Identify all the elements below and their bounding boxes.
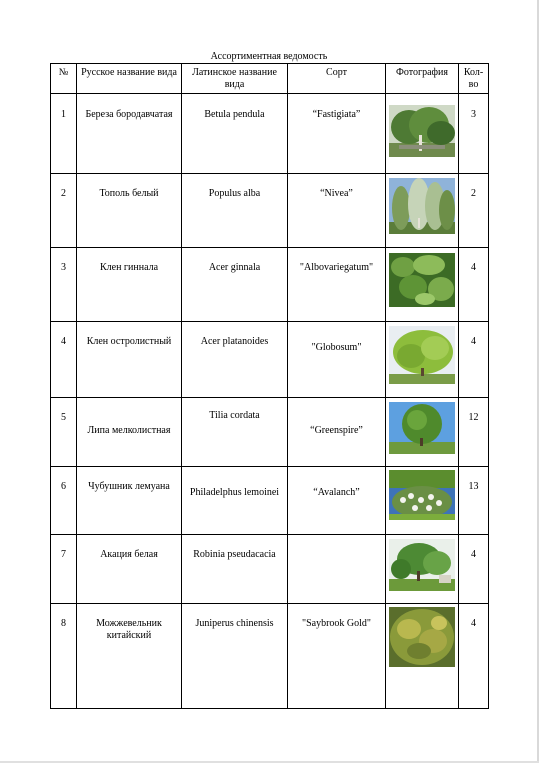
assortment-table [50, 63, 489, 709]
cell-cultivar [288, 535, 386, 604]
header-photo: Фотография [386, 64, 459, 94]
cell-qty: 13 [459, 467, 489, 535]
birch-tree-photo [389, 105, 455, 157]
table-row [51, 467, 489, 535]
cell-photo [386, 604, 459, 709]
header-ru-name: Русское название вида [77, 64, 182, 94]
cell-lat-name: Betula pendula [182, 94, 288, 174]
poplar-tree-photo [389, 178, 455, 234]
cell-cultivar: "Globosum" [288, 322, 386, 398]
cell-ru-name: Акация белая [77, 535, 182, 604]
cell-num: 1 [51, 94, 77, 174]
cell-ru-name: Тополь белый [77, 174, 182, 248]
cell-lat-name: Tilia cordata [182, 398, 288, 467]
cell-qty: 4 [459, 322, 489, 398]
header-qty: Кол-во [459, 64, 489, 94]
table-row [51, 398, 489, 467]
cell-cultivar: “Avalanch” [288, 467, 386, 535]
cell-qty: 2 [459, 174, 489, 248]
cell-lat-name: Acer platanoides [182, 322, 288, 398]
cell-lat-name: Robinia pseudacacia [182, 535, 288, 604]
globe-maple-photo [389, 326, 455, 384]
cell-ru-name: Клен гиннала [77, 248, 182, 322]
cell-photo [386, 94, 459, 174]
cell-num: 2 [51, 174, 77, 248]
cell-cultivar: "Albovariegatum" [288, 248, 386, 322]
juniper-shrub-photo [389, 607, 455, 667]
cell-cultivar: “Greenspire” [288, 398, 386, 467]
cell-num: 5 [51, 398, 77, 467]
cell-photo [386, 174, 459, 248]
cell-ru-name: Береза бородавчатая [77, 94, 182, 174]
cell-qty: 3 [459, 94, 489, 174]
cell-lat-name: Acer ginnala [182, 248, 288, 322]
table-row [51, 94, 489, 174]
cell-qty: 4 [459, 535, 489, 604]
header-lat-name: Латинское название вида [182, 64, 288, 94]
cell-lat-name: Populus alba [182, 174, 288, 248]
cell-num: 8 [51, 604, 77, 709]
cell-num: 3 [51, 248, 77, 322]
table-row [51, 604, 489, 709]
document-title: Ассортиментная ведомость [210, 51, 328, 62]
linden-tree-photo [389, 402, 455, 454]
cell-photo [386, 398, 459, 467]
cell-photo [386, 248, 459, 322]
header-cultivar: Сорт [288, 64, 386, 94]
maple-leaves-photo [389, 253, 455, 307]
table-row [51, 322, 489, 398]
table-header-row [51, 64, 489, 94]
cell-photo [386, 322, 459, 398]
cell-cultivar: "Saybrook Gold" [288, 604, 386, 709]
cell-qty: 4 [459, 248, 489, 322]
cell-ru-name: Липа мелколистная [77, 398, 182, 467]
cell-cultivar: “Fastigiata” [288, 94, 386, 174]
cell-num: 7 [51, 535, 77, 604]
cell-cultivar: “Nivea” [288, 174, 386, 248]
table-row [51, 174, 489, 248]
cell-ru-name: Можжевельник китайский [77, 604, 182, 709]
cell-num: 4 [51, 322, 77, 398]
cell-qty: 4 [459, 604, 489, 709]
cell-photo [386, 467, 459, 535]
mock-orange-shrub-photo [389, 470, 455, 520]
cell-ru-name: Клен остролистный [77, 322, 182, 398]
cell-ru-name: Чубушник лемуана [77, 467, 182, 535]
cell-qty: 12 [459, 398, 489, 467]
cell-photo [386, 535, 459, 604]
table-row [51, 248, 489, 322]
acacia-tree-photo [389, 539, 455, 591]
cell-lat-name: Philadelphus lemoinei [182, 467, 288, 535]
cell-num: 6 [51, 467, 77, 535]
header-num: № [51, 64, 77, 94]
cell-lat-name: Juniperus chinensis [182, 604, 288, 709]
table-row [51, 535, 489, 604]
